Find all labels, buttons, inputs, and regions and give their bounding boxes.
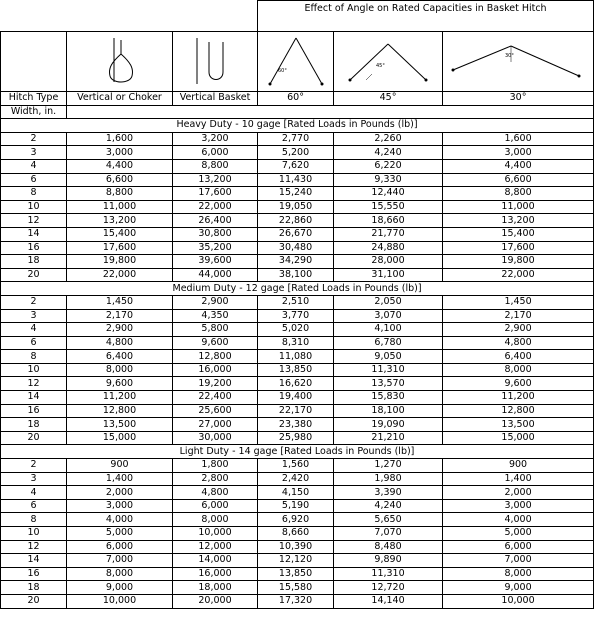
table-cell: 16 bbox=[1, 241, 67, 255]
header-vertical-choker: Vertical or Choker bbox=[67, 92, 173, 106]
table-row bbox=[1, 567, 594, 581]
table-cell: 31,100 bbox=[334, 268, 443, 282]
table-cell: 4,350 bbox=[173, 309, 258, 323]
table-cell: 12 bbox=[1, 377, 67, 391]
section-title-row bbox=[1, 445, 594, 459]
header-vertical-basket: Vertical Basket bbox=[173, 92, 258, 106]
table-cell: 8 bbox=[1, 350, 67, 364]
table-cell: 5,020 bbox=[258, 323, 334, 337]
header-60-degree: 60° bbox=[258, 92, 334, 106]
table-cell: 1,980 bbox=[334, 472, 443, 486]
vertical-basket-icon bbox=[185, 34, 245, 90]
table-row bbox=[1, 227, 594, 241]
table-cell: 18,000 bbox=[173, 581, 258, 595]
table-cell: 35,200 bbox=[173, 241, 258, 255]
table-cell: 8,000 bbox=[443, 567, 594, 581]
table-cell: 10 bbox=[1, 363, 67, 377]
table-cell: 18,100 bbox=[334, 404, 443, 418]
table-cell: 3,070 bbox=[334, 309, 443, 323]
table-cell: 17,600 bbox=[67, 241, 173, 255]
table-cell: 8 bbox=[1, 187, 67, 201]
table-row bbox=[1, 363, 594, 377]
table-cell: 4,240 bbox=[334, 499, 443, 513]
table-cell: 21,770 bbox=[334, 227, 443, 241]
table-cell: 2,050 bbox=[334, 295, 443, 309]
table-cell: 12 bbox=[1, 214, 67, 228]
table-cell: 25,600 bbox=[173, 404, 258, 418]
sling-45-icon bbox=[336, 34, 440, 90]
table-row bbox=[1, 309, 594, 323]
table-cell: 18 bbox=[1, 255, 67, 269]
table-row bbox=[1, 295, 594, 309]
table-cell: 6,000 bbox=[173, 499, 258, 513]
table-cell: 15,000 bbox=[67, 431, 173, 445]
table-cell: 4,000 bbox=[443, 513, 594, 527]
table-cell: 8,000 bbox=[443, 363, 594, 377]
diagram-row bbox=[1, 32, 594, 92]
table-cell: 14 bbox=[1, 554, 67, 568]
table-cell: 8,800 bbox=[173, 159, 258, 173]
table-cell: 19,800 bbox=[443, 255, 594, 269]
table-row bbox=[1, 255, 594, 269]
table-cell: 9,600 bbox=[173, 336, 258, 350]
column-header-row bbox=[1, 92, 594, 106]
table-cell: 6 bbox=[1, 173, 67, 187]
table-cell: 8 bbox=[1, 513, 67, 527]
table-row bbox=[1, 187, 594, 201]
table-cell: 13,850 bbox=[258, 567, 334, 581]
table-cell: 5,000 bbox=[443, 527, 594, 541]
table-row bbox=[1, 594, 594, 608]
table-row bbox=[1, 146, 594, 160]
table-row bbox=[1, 513, 594, 527]
table-cell: 14 bbox=[1, 227, 67, 241]
table-cell: 22,400 bbox=[173, 391, 258, 405]
width-label-spacer bbox=[67, 105, 594, 119]
table-row bbox=[1, 323, 594, 337]
table-cell: 7,000 bbox=[443, 554, 594, 568]
table-cell: 3 bbox=[1, 472, 67, 486]
table-cell: 10,000 bbox=[173, 527, 258, 541]
section-title-row bbox=[1, 282, 594, 296]
table-cell: 4,800 bbox=[67, 336, 173, 350]
table-cell: 14,000 bbox=[173, 554, 258, 568]
table-cell: 18 bbox=[1, 418, 67, 432]
angle-30-diagram bbox=[443, 32, 594, 92]
table-cell: 2,510 bbox=[258, 295, 334, 309]
table-cell: 17,320 bbox=[258, 594, 334, 608]
table-cell: 13,200 bbox=[173, 173, 258, 187]
angle-45-diagram bbox=[334, 32, 443, 92]
table-cell: 2,770 bbox=[258, 132, 334, 146]
table-row bbox=[1, 459, 594, 473]
table-cell: 22,000 bbox=[67, 268, 173, 282]
table-row bbox=[1, 404, 594, 418]
table-cell: 2,170 bbox=[67, 309, 173, 323]
table-cell: 4,000 bbox=[67, 513, 173, 527]
blank-diagram-cell bbox=[1, 32, 67, 92]
table-cell: 6,600 bbox=[443, 173, 594, 187]
sling-60-icon bbox=[260, 34, 332, 90]
table-cell: 2,900 bbox=[173, 295, 258, 309]
table-cell: 11,310 bbox=[334, 363, 443, 377]
angle-60-label: 60° bbox=[277, 67, 287, 74]
table-row bbox=[1, 581, 594, 595]
table-cell: 1,450 bbox=[443, 295, 594, 309]
table-cell: 5,800 bbox=[173, 323, 258, 337]
table-cell: 18 bbox=[1, 581, 67, 595]
table-cell: 11,200 bbox=[67, 391, 173, 405]
table-cell: 27,000 bbox=[173, 418, 258, 432]
table-cell: 12,720 bbox=[334, 581, 443, 595]
table-row bbox=[1, 214, 594, 228]
table-cell: 8,480 bbox=[334, 540, 443, 554]
sling-30-icon bbox=[445, 34, 591, 90]
table-cell: 12,800 bbox=[67, 404, 173, 418]
table-cell: 11,080 bbox=[258, 350, 334, 364]
table-cell: 12,000 bbox=[173, 540, 258, 554]
table-cell: 900 bbox=[443, 459, 594, 473]
table-cell: 15,400 bbox=[67, 227, 173, 241]
table-cell: 22,170 bbox=[258, 404, 334, 418]
table-cell: 10,000 bbox=[443, 594, 594, 608]
table-cell: 18,660 bbox=[334, 214, 443, 228]
table-cell: 3 bbox=[1, 309, 67, 323]
table-row bbox=[1, 499, 594, 513]
table-cell: 15,580 bbox=[258, 581, 334, 595]
table-row bbox=[1, 173, 594, 187]
table-cell: 5,200 bbox=[258, 146, 334, 160]
table-cell: 17,600 bbox=[443, 241, 594, 255]
table-cell: 6,400 bbox=[67, 350, 173, 364]
table-cell: 6,920 bbox=[258, 513, 334, 527]
table-cell: 20 bbox=[1, 268, 67, 282]
table-body bbox=[1, 1, 594, 609]
table-cell: 9,000 bbox=[67, 581, 173, 595]
table-cell: 16 bbox=[1, 404, 67, 418]
width-label-row bbox=[1, 105, 594, 119]
table-row bbox=[1, 391, 594, 405]
table-row bbox=[1, 431, 594, 445]
table-cell: 2,260 bbox=[334, 132, 443, 146]
table-cell: 13,200 bbox=[443, 214, 594, 228]
table-row bbox=[1, 132, 594, 146]
table-row bbox=[1, 200, 594, 214]
table-row bbox=[1, 241, 594, 255]
table-cell: 3,000 bbox=[443, 499, 594, 513]
table-row bbox=[1, 268, 594, 282]
table-row bbox=[1, 336, 594, 350]
table-cell: 1,400 bbox=[67, 472, 173, 486]
table-cell: 1,400 bbox=[443, 472, 594, 486]
table-cell: 1,600 bbox=[443, 132, 594, 146]
table-cell: 8,000 bbox=[173, 513, 258, 527]
table-cell: 20 bbox=[1, 594, 67, 608]
table-cell: 12 bbox=[1, 540, 67, 554]
table-cell: 44,000 bbox=[173, 268, 258, 282]
table-cell: 26,400 bbox=[173, 214, 258, 228]
table-cell: 1,560 bbox=[258, 459, 334, 473]
table-cell: 20 bbox=[1, 431, 67, 445]
table-cell: 19,050 bbox=[258, 200, 334, 214]
table-cell: 12,440 bbox=[334, 187, 443, 201]
table-cell: 6 bbox=[1, 336, 67, 350]
table-cell: 2,000 bbox=[67, 486, 173, 500]
table-cell: 3,000 bbox=[67, 499, 173, 513]
table-cell: 6,000 bbox=[173, 146, 258, 160]
table-cell: 9,600 bbox=[67, 377, 173, 391]
table-cell: 22,000 bbox=[173, 200, 258, 214]
table-cell: 10 bbox=[1, 527, 67, 541]
angle-45-label: 45° bbox=[376, 62, 385, 69]
table-cell: 23,380 bbox=[258, 418, 334, 432]
table-row bbox=[1, 418, 594, 432]
table-cell: 19,400 bbox=[258, 391, 334, 405]
width-label: Width, in. bbox=[1, 105, 67, 119]
table-cell: 8,800 bbox=[443, 187, 594, 201]
table-cell: 8,660 bbox=[258, 527, 334, 541]
table-cell: 25,980 bbox=[258, 431, 334, 445]
table-cell: 3 bbox=[1, 146, 67, 160]
table-cell: 5,190 bbox=[258, 499, 334, 513]
table-cell: 19,090 bbox=[334, 418, 443, 432]
table-cell: 14 bbox=[1, 391, 67, 405]
table-cell: 8,800 bbox=[67, 187, 173, 201]
table-cell: 10,390 bbox=[258, 540, 334, 554]
header-45-degree: 45° bbox=[334, 92, 443, 106]
table-cell: 6,000 bbox=[67, 540, 173, 554]
table-cell: 20,000 bbox=[173, 594, 258, 608]
table-cell: 22,000 bbox=[443, 268, 594, 282]
vertical-choker-icon bbox=[90, 34, 150, 90]
table-cell: 8,310 bbox=[258, 336, 334, 350]
table-cell: 4 bbox=[1, 159, 67, 173]
table-cell: 6,600 bbox=[67, 173, 173, 187]
table-cell: 28,000 bbox=[334, 255, 443, 269]
section-title: Medium Duty - 12 gage [Rated Loads in Pounds (lb)] bbox=[1, 282, 594, 296]
table-cell: 6,220 bbox=[334, 159, 443, 173]
table-cell: 7,000 bbox=[67, 554, 173, 568]
table-cell: 12,800 bbox=[443, 404, 594, 418]
table-cell: 15,830 bbox=[334, 391, 443, 405]
table-cell: 13,200 bbox=[67, 214, 173, 228]
table-cell: 3,200 bbox=[173, 132, 258, 146]
table-cell: 11,000 bbox=[67, 200, 173, 214]
table-cell: 9,000 bbox=[443, 581, 594, 595]
table-cell: 22,860 bbox=[258, 214, 334, 228]
table-cell: 13,500 bbox=[67, 418, 173, 432]
table-cell: 15,240 bbox=[258, 187, 334, 201]
table-cell: 2,000 bbox=[443, 486, 594, 500]
table-cell: 900 bbox=[67, 459, 173, 473]
table-cell: 38,100 bbox=[258, 268, 334, 282]
table-cell: 4,800 bbox=[443, 336, 594, 350]
table-cell: 7,620 bbox=[258, 159, 334, 173]
table-cell: 8,000 bbox=[67, 567, 173, 581]
table-cell: 11,200 bbox=[443, 391, 594, 405]
table-cell: 4,150 bbox=[258, 486, 334, 500]
caption-row bbox=[1, 1, 594, 32]
table-cell: 11,000 bbox=[443, 200, 594, 214]
table-cell: 1,800 bbox=[173, 459, 258, 473]
header-30-degree: 30° bbox=[443, 92, 594, 106]
table-cell: 6,400 bbox=[443, 350, 594, 364]
table-row bbox=[1, 377, 594, 391]
table-cell: 17,600 bbox=[173, 187, 258, 201]
table-row bbox=[1, 486, 594, 500]
table-cell: 24,880 bbox=[334, 241, 443, 255]
table-cell: 4,240 bbox=[334, 146, 443, 160]
table-cell: 16,000 bbox=[173, 567, 258, 581]
header-hitch-type: Hitch Type bbox=[1, 92, 67, 106]
table-row bbox=[1, 540, 594, 554]
section-title: Heavy Duty - 10 gage [Rated Loads in Pounds (lb)] bbox=[1, 119, 594, 133]
table-cell: 13,570 bbox=[334, 377, 443, 391]
angle-effect-caption: Effect of Angle on Rated Capacities in Basket Hitch bbox=[258, 1, 594, 32]
table-cell: 3,000 bbox=[443, 146, 594, 160]
table-cell: 11,430 bbox=[258, 173, 334, 187]
table-cell: 2,800 bbox=[173, 472, 258, 486]
table-cell: 6,780 bbox=[334, 336, 443, 350]
table-cell: 3,390 bbox=[334, 486, 443, 500]
table-cell: 2,170 bbox=[443, 309, 594, 323]
table-cell: 19,800 bbox=[67, 255, 173, 269]
table-cell: 2,900 bbox=[67, 323, 173, 337]
section-title-row bbox=[1, 119, 594, 133]
table-cell: 13,850 bbox=[258, 363, 334, 377]
angle-30-label: 30° bbox=[505, 52, 514, 59]
table-cell: 6 bbox=[1, 499, 67, 513]
section-title: Light Duty - 14 gage [Rated Loads in Pounds (lb)] bbox=[1, 445, 594, 459]
table-cell: 15,400 bbox=[443, 227, 594, 241]
table-cell: 4,400 bbox=[67, 159, 173, 173]
table-cell: 26,670 bbox=[258, 227, 334, 241]
table-cell: 2,900 bbox=[443, 323, 594, 337]
table-cell: 12,800 bbox=[173, 350, 258, 364]
table-cell: 14,140 bbox=[334, 594, 443, 608]
table-row bbox=[1, 472, 594, 486]
table-cell: 39,600 bbox=[173, 255, 258, 269]
table-cell: 8,000 bbox=[67, 363, 173, 377]
angle-60-diagram bbox=[258, 32, 334, 92]
table-cell: 5,000 bbox=[67, 527, 173, 541]
table-row bbox=[1, 554, 594, 568]
table-cell: 9,890 bbox=[334, 554, 443, 568]
table-cell: 1,600 bbox=[67, 132, 173, 146]
table-cell: 9,050 bbox=[334, 350, 443, 364]
table-row bbox=[1, 350, 594, 364]
table-cell: 3,770 bbox=[258, 309, 334, 323]
vertical-basket-diagram bbox=[173, 32, 258, 92]
table-cell: 6,000 bbox=[443, 540, 594, 554]
table-cell: 10 bbox=[1, 200, 67, 214]
table-cell: 30,480 bbox=[258, 241, 334, 255]
table-cell: 16,000 bbox=[173, 363, 258, 377]
vertical-choker-diagram bbox=[67, 32, 173, 92]
table-cell: 4 bbox=[1, 323, 67, 337]
table-cell: 19,200 bbox=[173, 377, 258, 391]
table-cell: 5,650 bbox=[334, 513, 443, 527]
table-cell: 2,420 bbox=[258, 472, 334, 486]
table-cell: 4 bbox=[1, 486, 67, 500]
table-cell: 7,070 bbox=[334, 527, 443, 541]
table-cell: 16 bbox=[1, 567, 67, 581]
table-row bbox=[1, 159, 594, 173]
table-cell: 9,600 bbox=[443, 377, 594, 391]
table-cell: 2 bbox=[1, 295, 67, 309]
table-cell: 30,800 bbox=[173, 227, 258, 241]
table-cell: 34,290 bbox=[258, 255, 334, 269]
table-cell: 3,000 bbox=[67, 146, 173, 160]
table-cell: 13,500 bbox=[443, 418, 594, 432]
table-cell: 2 bbox=[1, 132, 67, 146]
table-cell: 16,620 bbox=[258, 377, 334, 391]
table-cell: 9,330 bbox=[334, 173, 443, 187]
table-cell: 2 bbox=[1, 459, 67, 473]
table-cell: 21,210 bbox=[334, 431, 443, 445]
table-cell: 12,120 bbox=[258, 554, 334, 568]
table-cell: 30,000 bbox=[173, 431, 258, 445]
table-cell: 11,310 bbox=[334, 567, 443, 581]
table-cell: 4,100 bbox=[334, 323, 443, 337]
table-cell: 4,400 bbox=[443, 159, 594, 173]
blank-header-cell bbox=[1, 1, 258, 32]
table-cell: 15,000 bbox=[443, 431, 594, 445]
table-cell: 1,270 bbox=[334, 459, 443, 473]
table-cell: 1,450 bbox=[67, 295, 173, 309]
table-cell: 10,000 bbox=[67, 594, 173, 608]
table-cell: 15,550 bbox=[334, 200, 443, 214]
table-cell: 4,800 bbox=[173, 486, 258, 500]
table-row bbox=[1, 527, 594, 541]
